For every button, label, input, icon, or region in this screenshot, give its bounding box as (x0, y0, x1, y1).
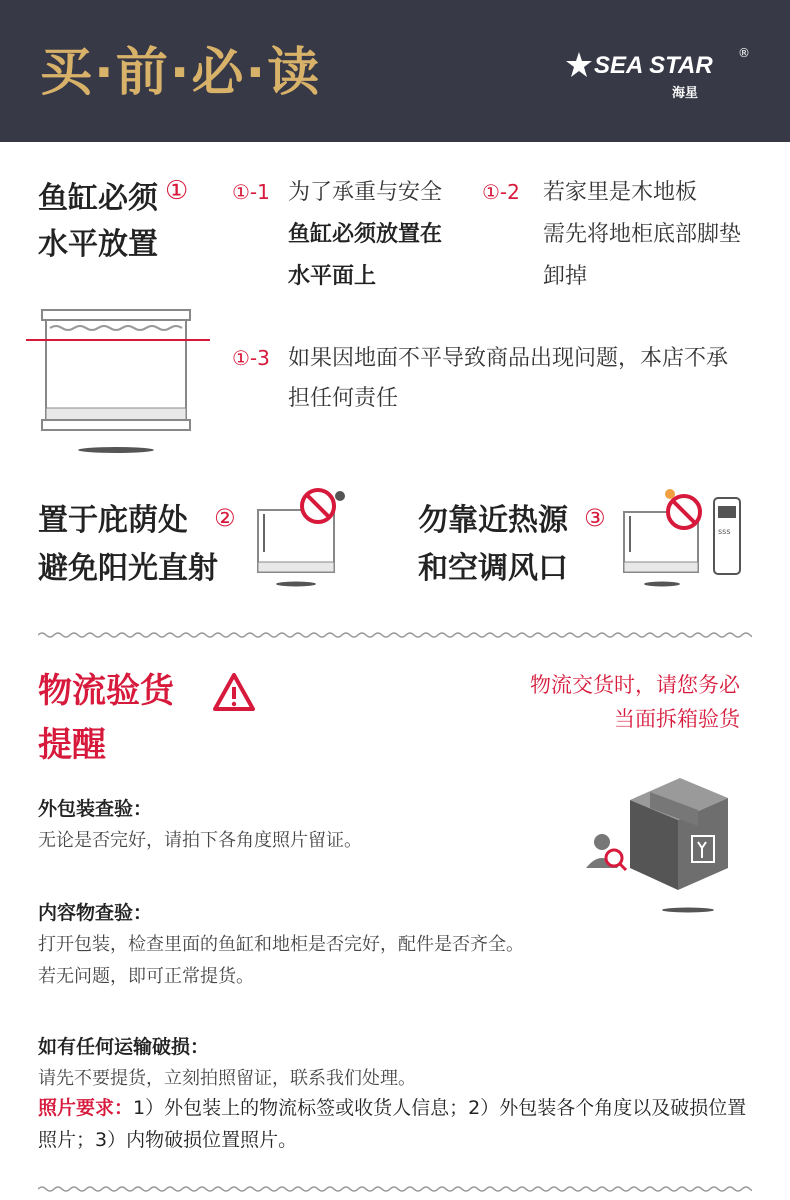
heat-num: ③ (584, 504, 606, 532)
warning-triangle-icon (212, 672, 256, 712)
item2-line1: 若家里是木地板 (543, 180, 698, 205)
level-heading-num: ① (165, 176, 189, 206)
logistics-heading-line2: 提醒 (38, 725, 106, 765)
inner-check-body1: 打开包装，检查里面的鱼缸和地柜是否完好，配件是否齐全。 (38, 934, 524, 955)
level-heading-line2: 水平放置 (38, 227, 158, 262)
logistics-note-line1: 物流交货时，请您务必 (530, 673, 740, 697)
package-inspect-icon (580, 770, 740, 920)
photo-requirement (38, 1092, 752, 1156)
shade-line2: 避免阳光直射 (38, 551, 218, 586)
shade-num: ② (214, 504, 236, 532)
item1-line3: 水平面上 (288, 264, 377, 289)
logo-text: SEA STAR (594, 52, 713, 79)
section-divider-top (38, 630, 752, 640)
header-banner (0, 0, 790, 142)
shade-line1: 置于庇荫处 (38, 503, 188, 538)
svg-text:sss: sss (718, 527, 731, 536)
item1-line2: 鱼缸必须放置在 (288, 222, 443, 247)
damage-body: 请先不要提货，立刻拍照留证，联系我们处理。 (38, 1068, 416, 1089)
damage-heading: 如有任何运输破损： (38, 1036, 210, 1058)
heat-line2: 和空调风口 (418, 551, 568, 586)
item2-num: ①-2 (482, 180, 520, 204)
logistics-note (530, 668, 740, 736)
logistics-note-line2: 当面拆箱验货 (614, 707, 740, 731)
brand-logo (572, 46, 762, 102)
inner-check-body2: 若无问题，即可正常提货。 (38, 966, 254, 987)
logo-cn: 海星 (672, 86, 699, 101)
no-sun-icon (248, 482, 358, 592)
tank-level-icon (20, 300, 220, 460)
item1-num: ①-1 (232, 180, 270, 204)
item3-line2: 担任何责任 (288, 386, 399, 411)
no-heat-icon (618, 482, 758, 592)
logistics-heading (38, 664, 208, 772)
item3-num: ①-3 (232, 346, 270, 370)
item2-line2: 需先将地柜底部脚垫 (543, 222, 742, 247)
level-heading-line1: 鱼缸必须 (38, 181, 158, 216)
star-logo-icon (564, 50, 594, 80)
item1-line1: 为了承重与安全 (288, 180, 443, 205)
logistics-heading-line1: 物流验货 (38, 671, 174, 711)
heat-line1: 勿靠近热源 (418, 503, 568, 538)
photo-requirement-text: 1）外包装上的物流标签或收货人信息；2）外包装各个角度以及破损位置照片；3）内物破损位置照片。 (38, 1097, 747, 1151)
logo-registered: ® (738, 46, 750, 60)
outer-check-body: 无论是否完好，请拍下各角度照片留证。 (38, 830, 362, 851)
photo-requirement-label: 照片要求： (38, 1097, 134, 1119)
page-title: 买·前·必·读 (40, 43, 322, 103)
section-divider-bottom (38, 1184, 752, 1194)
outer-check-heading: 外包装查验： (38, 798, 153, 820)
item3-line1: 如果因地面不平导致商品出现问题，本店不承 (288, 346, 729, 371)
inner-check-heading: 内容物查验： (38, 902, 153, 924)
item2-line3: 卸掉 (543, 264, 588, 289)
level-heading (38, 176, 238, 268)
